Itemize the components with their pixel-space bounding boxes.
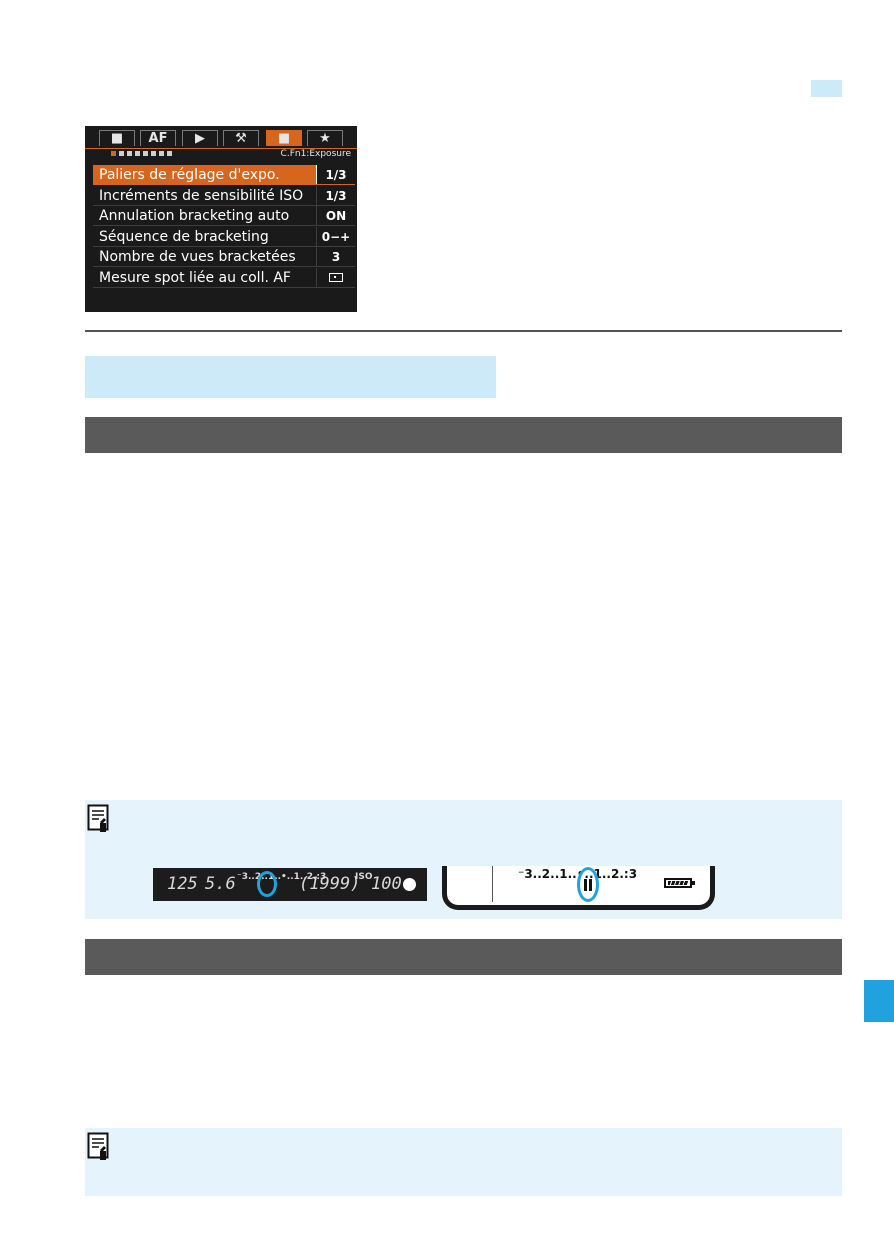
iso-value: 100 [371,874,402,894]
note-box [85,1128,842,1196]
horizontal-rule [85,330,842,332]
page-tab-marker [811,80,842,97]
menu-row-iso-increments [93,186,355,206]
lcd-divider [492,866,493,902]
page-dot [143,151,148,156]
menu-row-label: Paliers de réglage d'expo. [99,167,280,183]
wrench-icon: ⚒ [223,130,259,146]
note-icon [87,804,111,834]
custom-function-camera-icon: ■ [266,130,302,146]
camera-menu-tabs [85,126,357,148]
tab-af: AF [140,130,176,146]
menu-row-bracketed-shots [93,247,355,267]
menu-row-value: 0−+ [316,227,355,246]
menu-row-bracketing-sequence [93,227,355,247]
shots-remaining: (1999) [299,874,361,894]
page-dot [135,151,140,156]
focus-confirmation-icon [403,878,416,891]
menu-row-value [316,268,355,287]
page-dots [111,151,172,159]
spot-metering-icon [329,273,343,282]
aperture: 5.6 [205,874,236,894]
page-dot [127,151,132,156]
menu-row-value: ON [316,206,355,225]
page-dot [111,151,116,156]
page-dot [151,151,156,156]
menu-row-label: Séquence de bracketing [99,229,269,245]
star-icon: ★ [307,130,343,146]
menu-row-value: 3 [316,247,355,266]
note-icon [87,1132,111,1162]
menu-row-label: Incréments de sensibilité ISO [99,188,304,204]
menu-row-value: 1/3 [316,186,355,205]
chapter-side-tab [864,980,894,1022]
highlight-circle [257,871,277,897]
menu-row-value: 1/3 [316,165,355,184]
menu-row-label: Annulation bracketing auto [99,208,290,224]
page-indicator: C.Fn1:Exposure [280,149,351,159]
menu-row-spot-metering [93,268,355,288]
menu-row-label: Mesure spot liée au coll. AF [99,270,291,286]
camera-menu-subbar [85,148,357,161]
iso-label: ISO [355,872,373,882]
camera-menu-screenshot [85,126,357,312]
shutter-speed: 125 [167,874,198,894]
page-dot [119,151,124,156]
highlight-circle [577,867,599,902]
battery-icon [664,878,692,888]
lcd-panel-display [442,866,715,911]
exposure-scale: ⁻3..2..1..•..1..2.:3 [518,867,638,881]
exposure-scale: ⁻3..2..1..•..1..2.:3 [237,872,327,882]
menu-row-label: Nombre de vues bracketées [99,249,296,265]
playback-icon: ▶ [182,130,218,146]
menu-row-bracketing-cancel [93,206,355,226]
note-box [85,800,842,919]
page-dot [159,151,164,156]
menu-row-exposure-steps [93,165,355,185]
page-dot [167,151,172,156]
section-header-band [85,417,842,453]
highlight-bar [85,356,496,398]
camera-icon: ■ [99,130,135,146]
section-header-band [85,939,842,975]
viewfinder-display [153,868,427,901]
